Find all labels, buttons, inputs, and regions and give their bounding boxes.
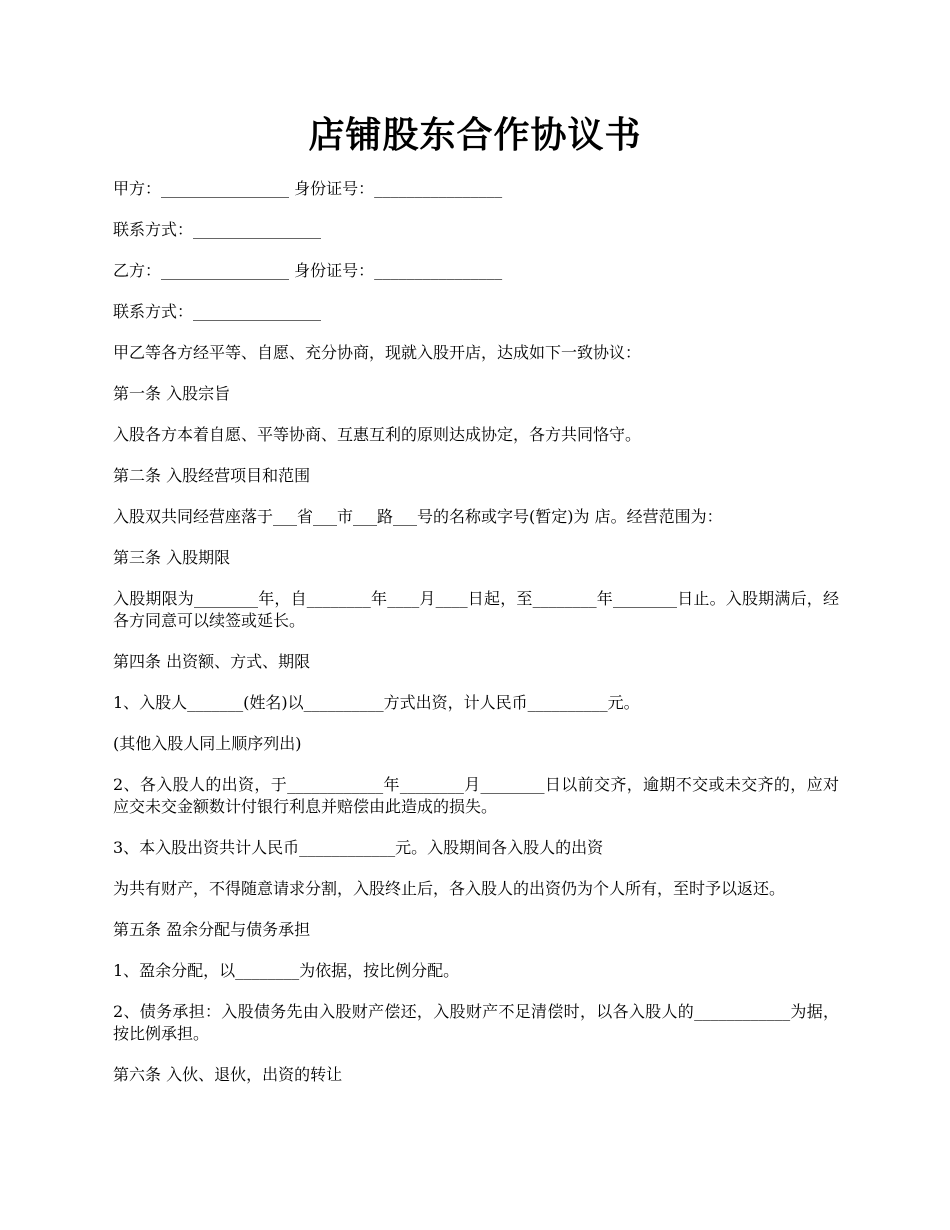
article-5-item-2: 2、债务承担：入股债务先由入股财产偿还，入股财产不足清偿时，以各入股人的____________为据，按比例承担。 — [113, 1002, 839, 1043]
article-1-heading: 第一条 入股宗旨 — [113, 384, 231, 403]
document-title: 店铺股东合作协议书 — [308, 115, 642, 156]
article-5-item-1: 1、盈余分配，以________为依据，按比例分配。 — [113, 961, 460, 980]
preamble: 甲乙等各方经平等、自愿、充分协商，现就入股开店，达成如下一致协议： — [113, 343, 642, 362]
article-4-item-3: 3、本入股出资共计人民币____________元。入股期间各入股人的出资 — [113, 838, 604, 857]
article-5-heading: 第五条 盈余分配与债务承担 — [113, 920, 311, 939]
document-body — [113, 178, 839, 1105]
article-4-heading: 第四条 出资额、方式、期限 — [113, 652, 311, 671]
article-4-note: (其他入股人同上顺序列出) — [113, 734, 302, 753]
party-a-line: 甲方：________________ 身份证号：________________ — [113, 179, 503, 198]
article-4-item-3-cont: 为共有财产，不得随意请求分割，入股终止后，各入股人的出资仍为个人所有，至时予以返还。 — [113, 879, 786, 898]
party-b-line: 乙方：________________ 身份证号：________________ — [113, 261, 503, 280]
party-a-contact: 联系方式：________________ — [113, 220, 322, 239]
article-1-text: 入股各方本着自愿、平等协商、互惠互利的原则达成协定，各方共同恪守。 — [113, 425, 642, 444]
article-3-text: 入股期限为________年，自________年____月____日起，至________年________日止。入股期满后，经各方同意可以续签或延长。 — [113, 589, 839, 630]
party-b-contact: 联系方式：________________ — [113, 302, 322, 321]
article-4-item-1: 1、入股人_______(姓名)以__________方式出资，计人民币__________元。 — [113, 693, 640, 712]
article-2-text: 入股双共同经营座落于___省___市___路___号的名称或字号(暂定)为 店。经营范围为： — [113, 507, 723, 526]
article-4-item-2: 2、各入股人的出资，于____________年________月________日以前交齐，逾期不交或未交齐的，应对应交未交金额数计付银行利息并赔偿由此造成的损失。 — [113, 775, 839, 816]
article-3-heading: 第三条 入股期限 — [113, 548, 231, 567]
article-6-heading: 第六条 入伙、退伙，出资的转让 — [113, 1065, 343, 1084]
article-2-heading: 第二条 入股经营项目和范围 — [113, 466, 311, 485]
